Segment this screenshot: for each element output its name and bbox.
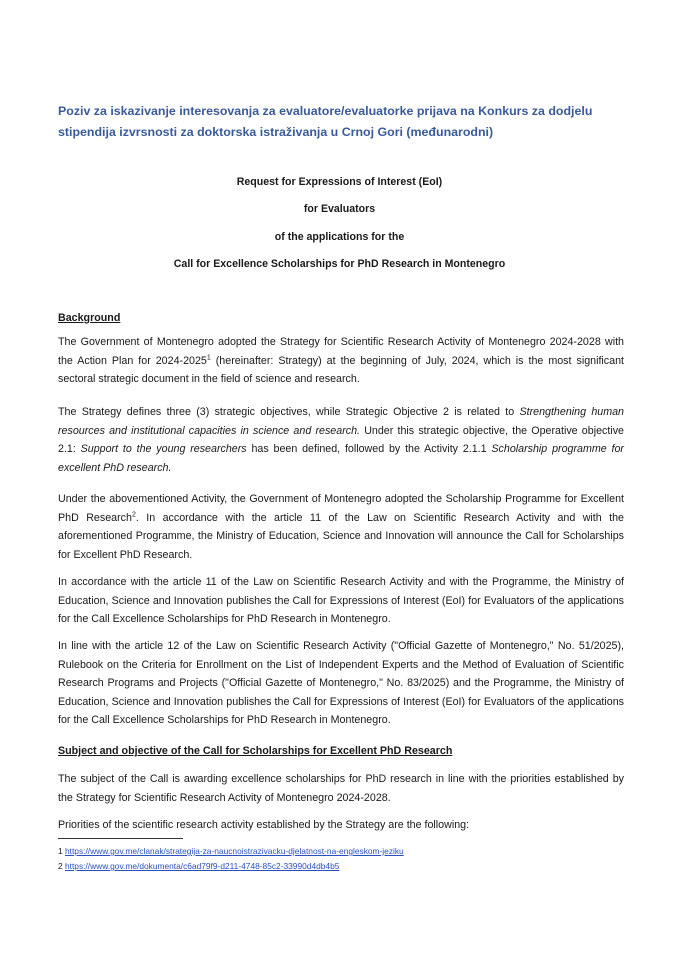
subtitle-line-2: for Evaluators: [303, 203, 376, 215]
background-paragraph-1: The Government of Montenegro adopted the Strategy for Scientific Research Activity of Montenegro 2024-2028 with the Action Plan for 2024-2025$^1$ (hereinafter: Strategy) at the beginning of July, 2024, which is the most significant sectoral strategic document in the field of science and research.: [58, 336, 624, 386]
subtitle-line-4: Call for Excellence Scholarships for PhD Research in Montenegro: [173, 258, 506, 270]
background-paragraph-2: The Strategy defines three (3) strategic objectives, while Strategic Objective 2 is related to Strengthening human resources and institutional capacities in science and research. Under this strategic objective, the Operative objective 2.1: Support to the young researchers has been defined, followed by the Activity 2.1.1 Scholarship programme for excellent PhD research.: [58, 406, 624, 474]
footnote-divider: [58, 838, 183, 839]
footnote-ref-2: 2: [131, 511, 136, 519]
subtitle-block: [0, 176, 679, 270]
page-title: Poziv za iskazivanje interesovanja za evaluatore/evaluatorke prijava na Konkurs za dodjelu stipendija izvrsnosti za doktorska istraživanja u Crnoj Gori (međunarodni): [58, 104, 593, 139]
subject-heading: Subject and objective of the Call for Scholarships for Excellent PhD Research: [58, 745, 453, 757]
footnote-ref-1: 1: [206, 354, 211, 362]
background-paragraph-4: In accordance with the article 11 of the Law on Scientific Research Activity and with the Programme, the Ministry of Education, Science and Innovation publishes the Call for Expressions of Interest (EoI) for Evaluators of the applications for the Call Excellence Scholarships for PhD Research in Montenegro.: [58, 576, 624, 626]
subtitle-line-3: of the applications for the: [274, 231, 405, 243]
background-paragraph-5: In line with the article 12 of the Law on Scientific Research Activity ("Official Gazette of Montenegro," No. 51/2025), Rulebook on the Criteria for Enrollment on the List of Independent Experts and the Method of Evaluation of Scientific Research Programs and Projects ("Official Gazette of Montenegro," No. 83/2025) and the Programme, the Ministry of Education, Science and Innovation publishes the Call for Expressions of Interest (EoI) for Evaluators of the applications for the Call Excellence Scholarships for PhD Research in Montenegro.: [58, 640, 624, 727]
footnote-link-2[interactable]: https://www.gov.me/dokumenta/c6ad79f9-d211-4748-85c2-33990d4db4b5: [65, 861, 340, 871]
subject-paragraph-2: Priorities of the scientific research activity established by the Strategy are the following:: [58, 819, 470, 831]
subtitle-line-1: Request for Expressions of Interest (EoI): [236, 176, 443, 188]
subject-paragraph-1: The subject of the Call is awarding excellence scholarships for PhD research in line with the priorities established by the Strategy for Scientific Research Activity of Montenegro 2024-2028.: [58, 773, 624, 804]
footnote-1: 1 https://www.gov.me/clanak/strategija-za-naucnoistrazivacku-djelatnost-na-engleskom-jeziku: [58, 846, 404, 856]
footnote-2: 2 https://www.gov.me/dokumenta/c6ad79f9-d211-4748-85c2-33990d4db4b5: [58, 861, 340, 871]
background-heading: Background: [58, 312, 121, 324]
footnote-link-1[interactable]: https://www.gov.me/clanak/strategija-za-naucnoistrazivacku-djelatnost-na-engleskom-jeziku: [65, 846, 404, 856]
background-paragraph-3: Under the abovementioned Activity, the Government of Montenegro adopted the Scholarship Programme for Excellent PhD Research$^2$. In accordance with the article 11 of the Law on Scientific Research Activity and with the aforementioned Programme, the Ministry of Education, Science and Innovation will announce the Call for Scholarships for Excellent PhD Research.: [58, 493, 624, 561]
